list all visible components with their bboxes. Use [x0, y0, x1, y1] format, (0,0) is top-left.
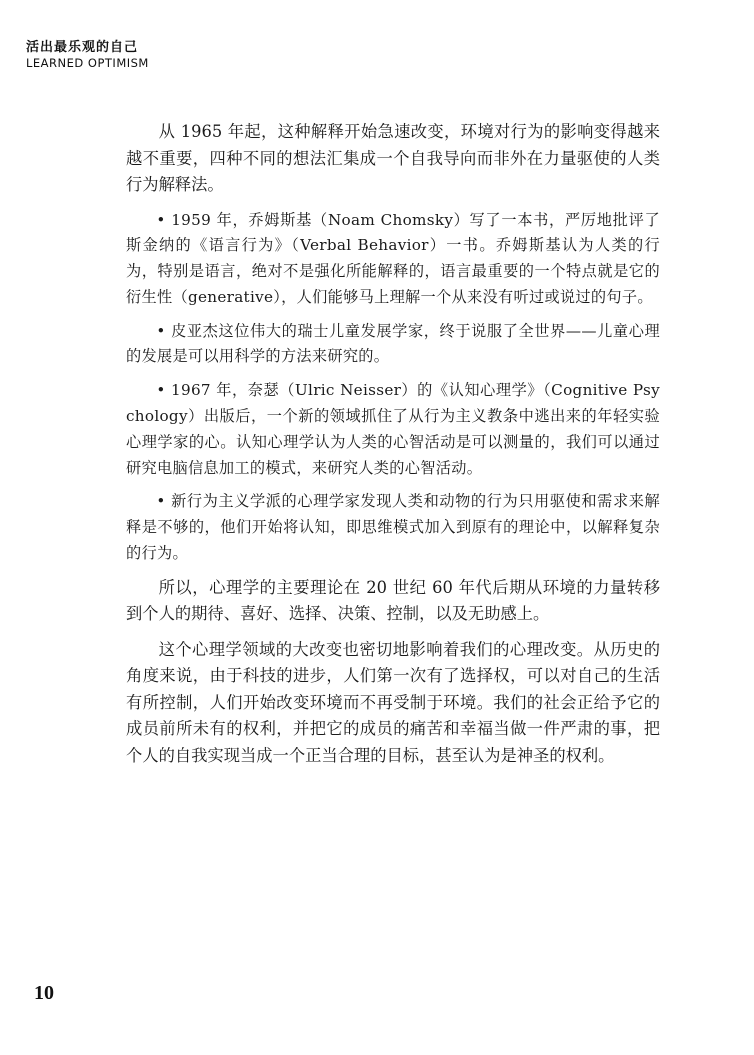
bullet-chomsky: • 1959 年，乔姆斯基（Noam Chomsky）写了一本书，严厉地批评了斯金纳的《语言行为》（Verbal Behavior）一书。乔姆斯基认为人类的行为，特别是语言，绝对不是强化所能解释的，语言最重要的一个特点就是它的衍生性（generative），人们能够马上理解一个从来没有听过或说过的句子。 — [126, 210, 660, 306]
page-body — [126, 119, 660, 778]
paragraph-conclusion: 这个心理学领域的大改变也密切地影响着我们的心理改变。从历史的角度来说，由于科技的进步，人们第一次有了选择权，可以对自己的生活有所控制，人们开始改变环境而不再受制于环境。我们的社会正给予它的成员前所未有的权利，并把它的成员的痛苦和幸福当做一件严肃的事，把个人的自我实现当成一个正当合理的目标，甚至认为是神圣的权利。 — [126, 639, 660, 765]
paragraph-intro: 从 1965 年起，这种解释开始急速改变，环境对行为的影响变得越来越不重要，四种不同的想法汇集成一个自我导向而非外在力量驱使的人类行为解释法。 — [126, 122, 660, 194]
book-title-chinese: 活出最乐观的自己 — [26, 40, 139, 55]
book-title-english: LEARNED OPTIMISM — [26, 56, 149, 70]
bullet-piaget: • 皮亚杰这位伟大的瑞士儿童发展学家，终于说服了全世界——儿童心理的发展是可以用科学的方法来研究的。 — [126, 321, 660, 366]
bullet-neobehaviorism: • 新行为主义学派的心理学家发现人类和动物的行为只用驱使和需求来解释是不够的，他们开始将认知，即思维模式加入到原有的理论中，以解释复杂的行为。 — [126, 492, 660, 563]
bullet-neisser: • 1967 年，奈瑟（Ulric Neisser）的《认知心理学》（Cognitive Psychology）出版后，一个新的领域抓住了从行为主义教条中逃出来的年轻实验心理学家的心。认知心理学认为人类的心智活动是可以测量的，我们可以通过研究电脑信息加工的模式，来研究人类的心智活动。 — [126, 381, 660, 477]
paragraph-summary: 所以，心理学的主要理论在 20 世纪 60 年代后期从环境的力量转移到个人的期待、喜好、选择、决策、控制，以及无助感上。 — [126, 577, 660, 624]
running-header — [26, 40, 226, 70]
page-number: 10 — [34, 982, 54, 1004]
